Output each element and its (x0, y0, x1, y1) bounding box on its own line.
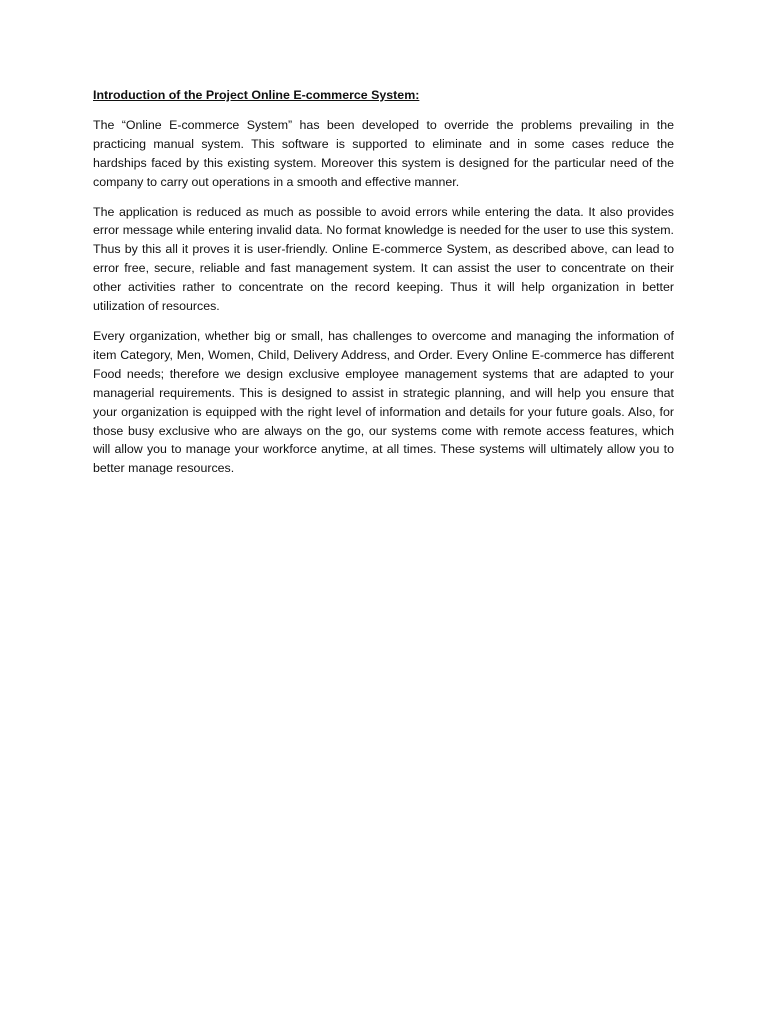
document-heading: Introduction of the Project Online E-commerce System: (93, 88, 420, 102)
paragraph-intro: The “Online E-commerce System” has been developed to override the problems prevailing in the practicing manual system. This software is supported to eliminate and in some cases reduce the hardships faced by this existing system. Moreover this system is designed for the particular need of the company to carry out operations in a smooth and effective manner. (93, 117, 674, 189)
paragraph-organization: Every organization, whether big or small, has challenges to overcome and managing the information of item Category, Men, Women, Child, Delivery Address, and Order. Every Online E-commerce has different Food needs; therefore we design exclusive employee management systems that are adapted to your managerial requirements. This is designed to assist in strategic planning, and will help you ensure that your organization is equipped with the right level of information and details for your future goals. Also, for those busy exclusive who are always on the go, our systems come with remote access features, which will allow you to manage your workforce anytime, at all times. These systems will ultimately allow you to better manage resources. (93, 328, 674, 476)
document-body (93, 86, 674, 489)
paragraph-application: The application is reduced as much as possible to avoid errors while entering the data. It also provides error message while entering invalid data. No format knowledge is needed for the user to use this system. Thus by this all it proves it is user-friendly. Online E-commerce System, as described above, can lead to error free, secure, reliable and fast management system. It can assist the user to concentrate on their other activities rather to concentrate on the record keeping. Thus it will help organization in better utilization of resources. (93, 204, 674, 314)
